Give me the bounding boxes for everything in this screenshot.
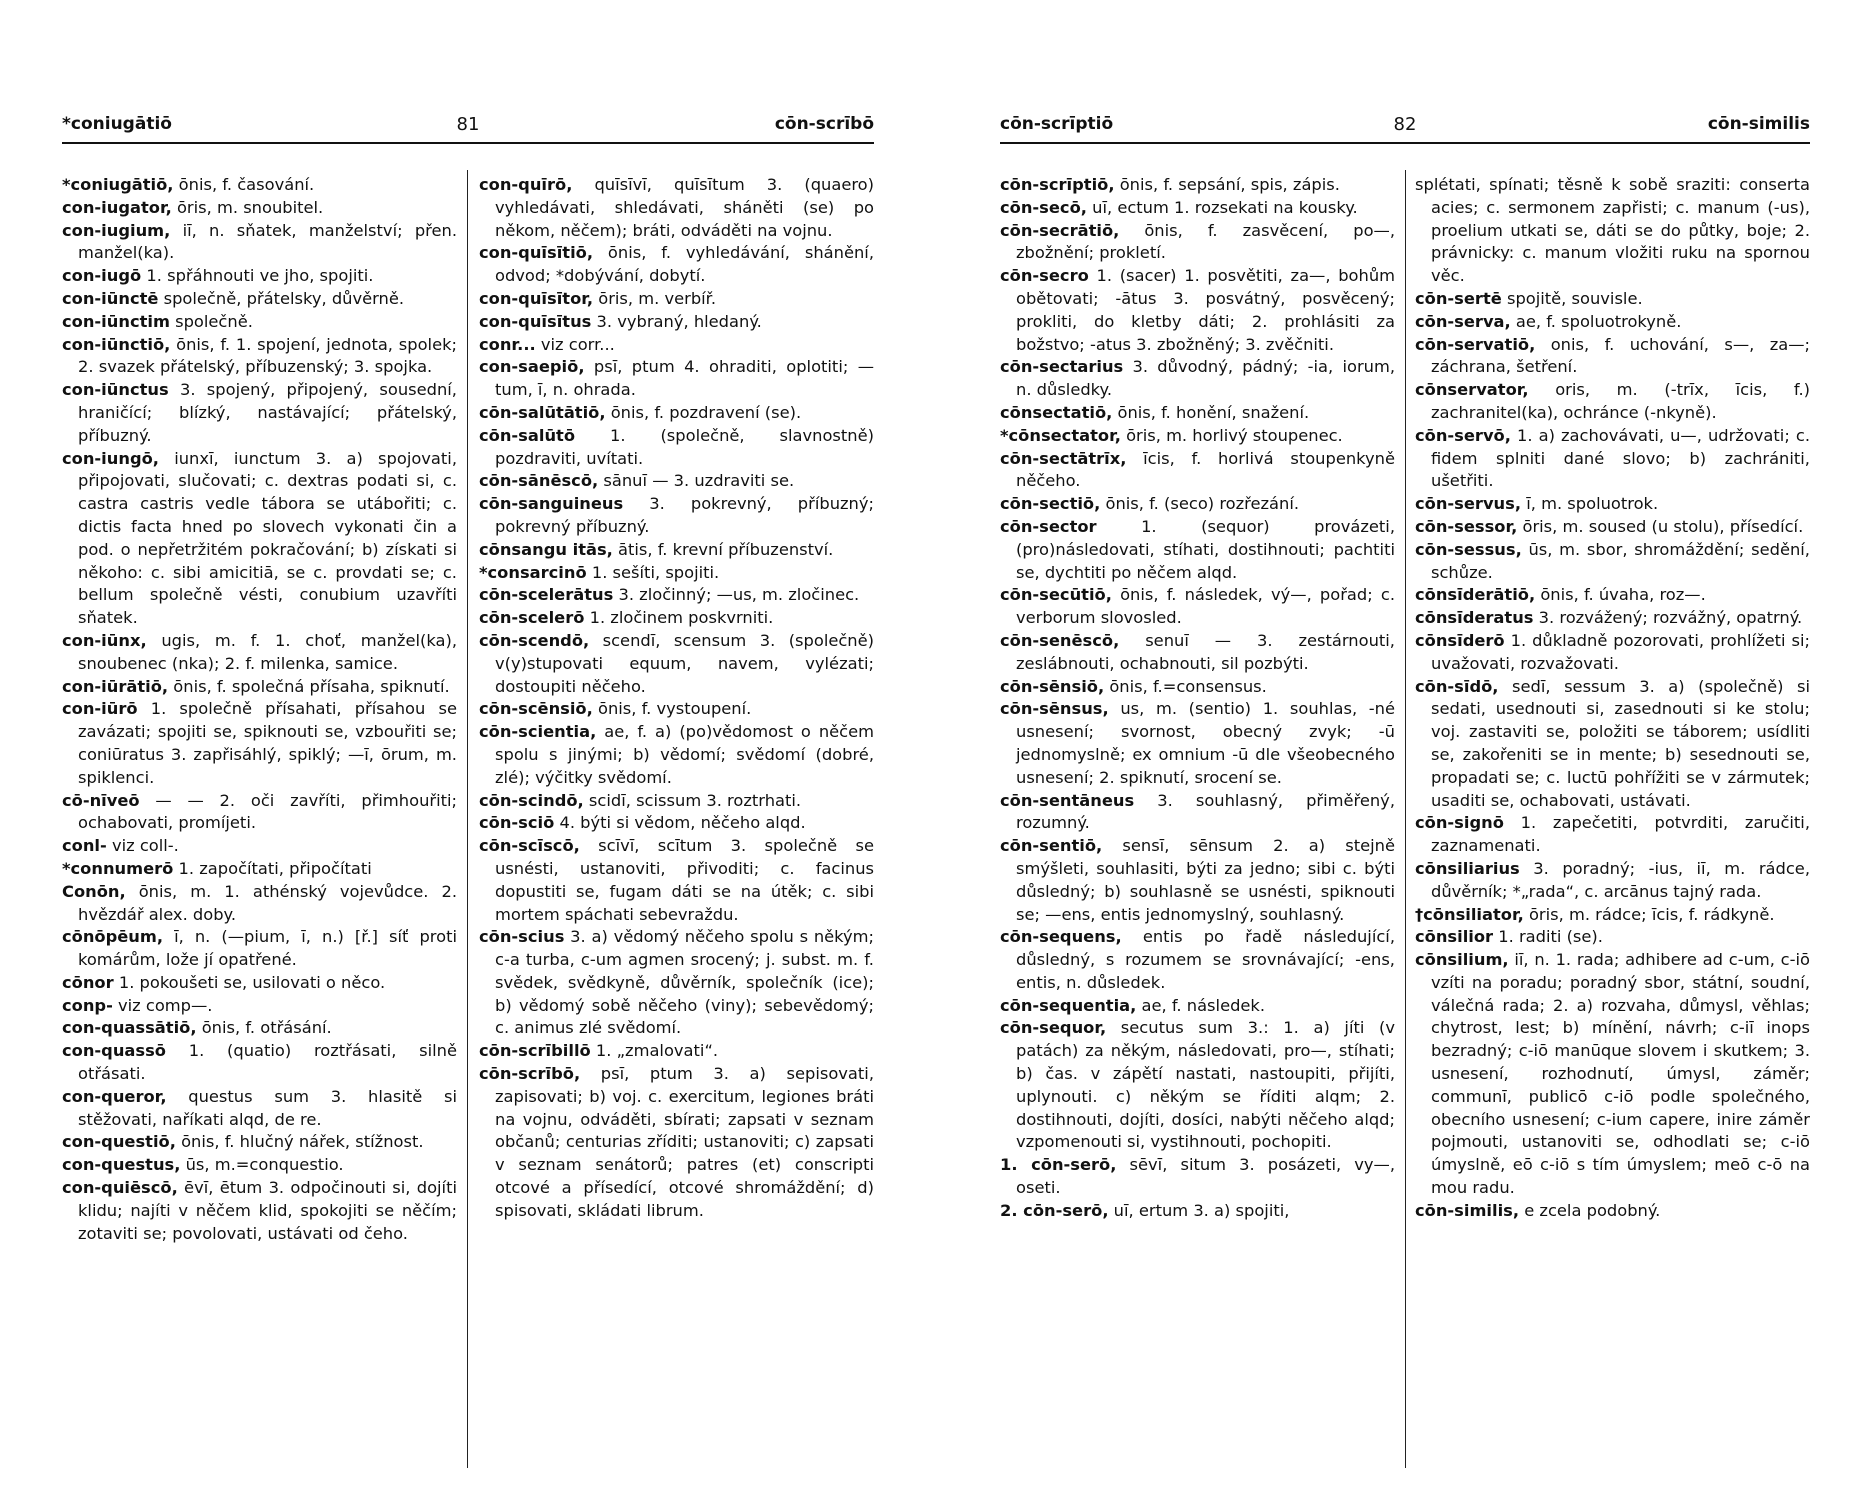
entry-headword: con-iūnctē — [62, 288, 159, 308]
dictionary-entry — [479, 174, 874, 242]
entry-headword: cōnsectatiō, — [1000, 402, 1113, 422]
dictionary-entry — [1000, 174, 1395, 197]
entry-definition: scendī, scensum 3. (společně) v(y)stupovati equum, navem, vylézati; dostoupiti něčeho. — [495, 630, 874, 696]
dictionary-entry — [62, 790, 457, 836]
dictionary-entry — [1000, 425, 1395, 448]
entry-headword: conp- — [62, 995, 113, 1015]
dictionary-entry — [479, 539, 874, 562]
entry-definition: īcis, f. horlivá stoupenkyně něčeho. — [1016, 448, 1395, 491]
dictionary-entry — [62, 972, 457, 995]
entry-headword: 1. cōn-serō, — [1000, 1155, 1117, 1175]
dictionary-entry — [1415, 926, 1810, 949]
entry-definition: us, m. (sentio) 1. souhlas, -né usnesení; svornost, obecný zvyk; -ū jednomyslně; ex omnium -ū dle všeobecného usnesení; 2. spiknutí, srocení se. — [1016, 699, 1395, 787]
entry-definition: ōnis, f. sepsání, spis, zápis. — [1114, 175, 1340, 194]
entry-definition: 4. býti si vědom, něčeho alqd. — [554, 813, 806, 833]
entry-definition: iī, n. sňatek, manželství; přen. manžel(ka). — [78, 220, 457, 263]
dictionary-entry — [62, 1040, 457, 1086]
dictionary-entry — [62, 311, 457, 334]
entry-definition: questus sum 3. hlasitě si stěžovati, naříkati alqd, de re. — [78, 1086, 457, 1129]
dictionary-entry — [479, 790, 874, 813]
entry-headword: con-iugō — [62, 266, 142, 286]
entry-definition: 1. důkladně pozorovati, prohlížeti si; uvažovati, rozvažovati. — [1431, 630, 1810, 673]
entry-headword: Conōn, — [62, 881, 126, 901]
dictionary-entry — [62, 174, 457, 197]
dictionary-entry — [1415, 607, 1810, 630]
entry-headword: cōn-scelerātus — [479, 585, 614, 605]
dictionary-entry — [1000, 995, 1395, 1018]
entry-definition: uī, ectum 1. rozsekati na kousky. — [1086, 197, 1358, 217]
dictionary-entry — [1415, 630, 1810, 676]
entry-headword: con-iungō, — [62, 448, 159, 468]
dictionary-entry — [62, 220, 457, 266]
dictionary-entry — [62, 379, 457, 447]
entry-definition: ōnis, f. otřásání. — [196, 1018, 332, 1038]
entry-definition: splétati, spínati; těsně k sobě sraziti: conserta acies; c. sermonem zapřisti; c. manum (-us), proelium utkati se, dáti se do půtky, boje; 2. právnicky: c. manum vložiti ruku na spornou věc. — [1415, 175, 1810, 286]
entry-headword: cōn-sector — [1000, 516, 1097, 536]
dictionary-entry — [1415, 539, 1810, 585]
head-right-word: cōn-similis — [1707, 114, 1810, 134]
page-number: 82 — [1393, 114, 1417, 135]
entry-definition: sānuī — 3. uzdraviti se. — [598, 471, 795, 491]
entry-definition: ōnis, m. 1. athénský vojevůdce. 2. hvězdář alex. doby. — [78, 881, 457, 924]
entry-headword: cōn-sanguineus — [479, 494, 624, 514]
entry-headword: cōn-sānēscō, — [479, 471, 599, 491]
dictionary-entry — [1415, 311, 1810, 334]
dictionary-entry — [62, 1017, 457, 1040]
entry-headword: cōn-scēnsiō, — [479, 699, 593, 719]
entry-headword: cōn-scrībō, — [479, 1064, 581, 1084]
dictionary-entry — [62, 698, 457, 789]
dictionary-entry — [1000, 790, 1395, 836]
dictionary-entry — [62, 630, 457, 676]
column-right — [479, 174, 874, 1488]
entry-definition: 1. společně přísahati, přísahou se zavázati; spojiti se, spiknouti se, vzbouřiti se; coniūratus 3. zapřisáhlý, spiklý; —ī, ōrum, m. spiklenci. — [78, 699, 457, 787]
dictionary-entry — [479, 835, 874, 926]
entry-headword: *cōnsectator, — [1000, 425, 1121, 445]
entry-definition: ēvī, ētum 3. odpočinouti si, dojíti klidu; najíti v něčem klid, spokojiti se něčím; zotaviti se; povolovati, ustávati od čeho. — [78, 1178, 457, 1243]
entry-headword: cōn-scius — [479, 927, 565, 947]
entry-definition: ugis, m. f. 1. choť, manžel(ka), snoubenec (nka); 2. f. milenka, samice. — [78, 630, 457, 673]
entry-headword: cōn-secro — [1000, 266, 1089, 286]
entry-definition: scidī, scissum 3. roztrhati. — [583, 790, 802, 810]
entry-headword: cōnsiliarius — [1415, 858, 1520, 878]
entry-definition: quīsīvī, quīsītum 3. (quaero) vyhledávati, shledávati, sháněti (se) po někom, něčem); bráti, odváděti na vojnu. — [495, 175, 874, 240]
dictionary-entry — [62, 448, 457, 630]
entry-definition: ōris, m. horlivý stoupenec. — [1120, 425, 1343, 445]
entry-definition: ūs, m.=conquestio. — [180, 1155, 344, 1175]
entry-headword: cōnsilior — [1415, 927, 1494, 947]
entry-definition: ae, f. spoluotrokyně. — [1510, 311, 1682, 331]
dictionary-entry — [1000, 356, 1395, 402]
entry-headword: con-saepiō, — [479, 357, 585, 377]
dictionary-entry — [1000, 220, 1395, 266]
entry-definition: psī, ptum 3. a) sepisovati, zapisovati; b) voj. c. exercitum, legiones bráti na vojnu, odváděti, sbírati; zapsati v seznam občanů; centurias zříditi; ustanoviti; c) zapsati v seznam senátorů; patres (et) conscripti otcové a přísedící, otcové shromáždění; d) spisovati, skládati librum. — [495, 1064, 874, 1220]
entry-definition: ōnis, f. 1. spojení, jednota, spolek; 2. svazek přátelský, příbuzenský; 3. spojka. — [78, 334, 457, 377]
dictionary-entry — [62, 858, 457, 881]
entry-headword: con-queror, — [62, 1086, 167, 1106]
entry-headword: cōn-sequens, — [1000, 927, 1122, 947]
dictionary-entry — [62, 926, 457, 972]
head-right-word: cōn-scrībō — [774, 114, 874, 134]
entry-headword: cōnsangu itās, — [479, 539, 613, 559]
entry-definition: iunxī, iunctum 3. a) spojovati, připojovati, slučovati; c. dextras podati si, c. castra castris vedle tábora se utábořiti; c. dictis facta hned po slovech vykonati čin a pod. o nepřetržitém pokračování; b) získati si někoho: c. sibi amicitiā, se c. provdati se; c. bellum společně vésti, conubium uzavříti sňatek. — [78, 448, 457, 628]
column-left — [1000, 174, 1395, 1488]
entry-headword: cōnsīderātiō, — [1415, 585, 1536, 605]
entry-definition: 1. zapečetiti, potvrditi, zaručiti, zaznamenati. — [1431, 813, 1810, 856]
entry-headword: cōn-scīscō, — [479, 836, 580, 856]
entry-definition: 1. pokoušeti se, usilovati o něco. — [113, 972, 386, 992]
entry-headword: cōn-similis, — [1415, 1200, 1520, 1220]
entry-definition: 1. započítati, připočítati — [173, 858, 372, 878]
dictionary-entry — [479, 470, 874, 493]
entry-headword: cōn-servō, — [1415, 425, 1511, 445]
dictionary-entry — [1415, 676, 1810, 813]
dictionary-entry — [62, 1154, 457, 1177]
entry-headword: cōn-sessor, — [1415, 516, 1518, 536]
entry-headword: cōn-sēnsus, — [1000, 699, 1109, 719]
entry-headword: cōn-scendō, — [479, 630, 590, 650]
page-number: 81 — [456, 114, 480, 135]
entry-headword: cōnsīderō — [1415, 630, 1505, 650]
entry-headword: cōn-sessus, — [1415, 539, 1522, 559]
dictionary-entry — [1415, 584, 1810, 607]
entry-headword: cōnor — [62, 972, 114, 992]
entry-headword: con-iūrō — [62, 699, 138, 719]
entry-definition: společně. — [169, 311, 253, 331]
entry-definition: 3. poradný; -ius, iī, m. rádce, důvěrník; *„rada“, c. arcānus tajný rada. — [1431, 858, 1810, 901]
dictionary-entry — [479, 926, 874, 1040]
entry-definition: ātis, f. krevní příbuzenství. — [612, 539, 834, 559]
entry-headword: cōnōpēum, — [62, 927, 164, 947]
entry-headword: con-quīsītor, — [479, 288, 594, 308]
entry-headword: con-iugator, — [62, 197, 172, 217]
entry-headword: cōn-serva, — [1415, 311, 1511, 331]
entry-definition: ī, n. (—pium, ī, n.) [ř.] síť proti komárům, lože jí opatřené. — [78, 927, 457, 970]
entry-headword: con-iūnx, — [62, 630, 147, 650]
entry-headword: con-quassātiō, — [62, 1018, 197, 1038]
entry-headword: cōnsīderatus — [1415, 608, 1534, 628]
entry-headword: cōn-sertē — [1415, 288, 1502, 308]
entry-definition: scīvī, scītum 3. společně se usnésti, ustanoviti, přivoditi; c. facinus dopustiti se, fugam dáti se na útěk; c. sibi mortem spáchati sebevraždu. — [495, 836, 874, 924]
dictionary-entry — [62, 835, 457, 858]
entry-headword: con-quassō — [62, 1041, 166, 1061]
entry-headword: cōn-secrātiō, — [1000, 220, 1120, 240]
entry-definition: secutus sum 3.: 1. a) jíti (v patách) za někým, následovati, pro—, stíhati; b) čas. v zápětí nastati, nastoupiti, přijíti, uplynouti. c) někým se říditi alqm; 2. dostihnouti, dojíti, dosíci, nabýti něčeho alqd; vzpomenouti si, vystihnouti, pochopiti. — [1016, 1018, 1395, 1152]
dictionary-entry — [1000, 516, 1395, 584]
entry-headword: cōn-sectiō, — [1000, 494, 1101, 514]
dictionary-entry — [1000, 698, 1395, 789]
entry-definition: 3. vybraný, hledaný. — [591, 311, 762, 331]
entry-definition: 1. spřáhnouti ve jho, spojiti. — [141, 266, 374, 286]
entry-headword: con-questiō, — [62, 1132, 176, 1152]
entry-definition: oris, m. (-trīx, īcis, f.) zachranitel(ka), ochránce (-nkyně). — [1431, 380, 1810, 422]
entry-headword: †cōnsiliator, — [1415, 904, 1524, 924]
dictionary-entry — [479, 812, 874, 835]
entry-definition: spojitě, souvisle. — [1501, 288, 1643, 308]
running-head — [62, 108, 874, 144]
entry-headword: cōn-sectarius — [1000, 357, 1124, 377]
entry-headword: cōn-scelerō — [479, 608, 585, 628]
dictionary-entry — [1415, 379, 1810, 425]
dictionary-entry — [479, 584, 874, 607]
entry-headword: cōn-sentāneus — [1000, 790, 1135, 810]
entry-headword: 2. cōn-serō, — [1000, 1200, 1109, 1220]
dictionary-page-81 — [62, 108, 874, 1488]
entry-definition: ōris, m. verbíř. — [593, 288, 717, 308]
dictionary-entry — [1000, 197, 1395, 220]
dictionary-entry — [1000, 676, 1395, 699]
dictionary-entry — [1415, 1200, 1810, 1223]
dictionary-entry — [1000, 493, 1395, 516]
entry-headword: cōn-sciō — [479, 813, 555, 833]
entry-headword: con-quīsītiō, — [479, 243, 594, 263]
entry-definition: iī, n. 1. rada; adhibere ad c-um, c-iō vzíti na poradu; poradný sbor, státní, soudní, válečná rada; 2. a) rozvaha, důmysl, věhlas; chytrost, lest; b) mínění, návrh; c-iī inops bezradný; c-iō manūque slovem i skutkem; 3. usnesení, rozhodnutí, úmysl, záměr; communī, publicō c-iō podle společného, obecního usnesení; c-ium capere, inire záměr pojmouti, ustanoviti se, odhodlati se; c-iō úmyslně, eō c-iō s tím úmyslem; meō c-ō na mou radu. — [1431, 950, 1810, 1198]
dictionary-entry — [479, 493, 874, 539]
dictionary-entry — [1415, 812, 1810, 858]
entry-headword: cōn-scientia, — [479, 722, 597, 742]
running-head — [1000, 108, 1810, 144]
dictionary-entry — [62, 1086, 457, 1132]
dictionary-entry — [1415, 334, 1810, 380]
entry-definition: ōnis, f.=consensus. — [1104, 676, 1267, 696]
dictionary-entry — [1415, 516, 1810, 539]
entry-headword: cōn-sīdō, — [1415, 676, 1499, 696]
dictionary-entry — [479, 630, 874, 698]
entry-headword: cōnsilium, — [1415, 950, 1509, 970]
entry-headword: conr... — [479, 334, 536, 354]
entry-definition: 3. spojený, připojený, sousední, hraničící; blízký, nastávající; přátelský, příbuzný. — [78, 380, 457, 445]
entry-headword: cō-nīveō — [62, 790, 140, 810]
entry-definition: 3. pokrevný, příbuzný; pokrevný příbuzný. — [495, 494, 874, 536]
dictionary-entry — [62, 288, 457, 311]
entry-definition: senuī — 3. zestárnouti, zeslábnouti, ochabnouti, sil pozbýti. — [1016, 630, 1395, 673]
entry-definition: uī, ertum 3. a) spojiti, — [1108, 1200, 1290, 1220]
entry-definition: ōnis, f. časování. — [173, 175, 315, 194]
entry-definition: ōnis, f. vystoupení. — [592, 699, 752, 719]
dictionary-entry — [1000, 448, 1395, 494]
dictionary-entry — [479, 334, 874, 357]
entry-headword: cōn-scrībillō — [479, 1041, 591, 1061]
entry-definition: ōnis, f. pozdravení (se). — [605, 402, 802, 422]
entry-definition: sensī, sēnsum 2. a) stejně smýšleti, souhlasiti, býti za jedno; sibi c. býti důsledný; b) souhlasně se usnésti, spiknouti se; —ens, entis jednomyslný, souhlasný. — [1016, 836, 1395, 924]
entry-definition: 3. rozvážený; rozvážný, opatrný. — [1533, 608, 1803, 628]
entry-definition: entis po řadě následující, důsledný, s rozumem se srovnávající; -ens, entis, n. důsledek. — [1016, 927, 1395, 992]
dictionary-entry — [1000, 584, 1395, 630]
head-left-word: *coniugātiō — [62, 114, 172, 134]
entry-headword: *connumerō — [62, 858, 174, 878]
entry-headword: cōn-scindō, — [479, 790, 584, 810]
entry-headword: conl- — [62, 836, 107, 856]
dictionary-entry — [1000, 265, 1395, 356]
entry-definition: ōnis, f. (seco) rozřezání. — [1100, 494, 1300, 514]
entry-definition: 1. raditi (se). — [1493, 927, 1603, 947]
entry-definition: ōnis, f. zasvěcení, po—, zbožnění; prokletí. — [1016, 220, 1395, 263]
entry-headword: cōn-servus, — [1415, 494, 1522, 514]
dictionary-entry — [479, 698, 874, 721]
entry-headword: cōn-servatiō, — [1415, 334, 1536, 354]
dictionary-entry — [1000, 402, 1395, 425]
dictionary-entry — [1415, 493, 1810, 516]
entry-definition: 1. (sequor) provázeti, (pro)následovati, stíhati, dostihnouti; pachtiti se, dychtiti po něčem alqd. — [1016, 516, 1395, 582]
dictionary-entry — [1000, 1200, 1395, 1223]
column-left — [62, 174, 457, 1488]
entry-headword: *coniugātiō, — [62, 175, 174, 194]
entry-definition: sedī, sessum 3. a) (společně) si sedati, usednouti si, zasednouti si ke stolu; voj. zastaviti se, položiti se táborem; usídliti se, zakořeniti se in mente; b) sesednouti se, propadati se; c. luctū pohřížiti se v zármutek; usaditi se, ochabovati, ustávati. — [1431, 676, 1810, 810]
column-right — [1415, 174, 1810, 1488]
entry-definition: ōnis, f. honění, snažení. — [1112, 402, 1310, 422]
entry-headword: con-quiēscō, — [62, 1178, 178, 1198]
entry-definition: 3. a) vědomý něčeho spolu s někým; c-a turba, c-um agmen srocený; j. subst. m. f. svědek, svědkyně, důvěrník, společník (ice); b) vědomý sobě něčeho (viny); sebevědomý; c. animus zlé svědomí. — [495, 927, 874, 1038]
entry-definition: — — 2. oči zavříti, přimhouřiti; ochabovati, promíjeti. — [78, 790, 457, 833]
dictionary-entry — [1415, 949, 1810, 1200]
entry-definition: ōnis, f. následek, vý—, pořad; c. verborum slovosled. — [1016, 585, 1395, 628]
entry-definition: 1. (společně, slavnostně) pozdraviti, uvítati. — [495, 425, 874, 468]
dictionary-entry — [1415, 904, 1810, 927]
dictionary-entry — [1415, 288, 1810, 311]
entry-definition: společně, přátelsky, důvěrně. — [158, 288, 405, 308]
entry-headword: cōn-senēscō, — [1000, 630, 1120, 650]
entry-definition: ōnis, f. úvaha, roz—. — [1535, 585, 1706, 605]
entry-definition: 1. sešíti, spojiti. — [586, 562, 720, 582]
entry-definition: sēvī, situm 3. posázeti, vy—, oseti. — [1016, 1155, 1395, 1198]
dictionary-entry — [62, 881, 457, 927]
entry-definition: 1. (quatio) roztřásati, silně otřásati. — [78, 1041, 457, 1084]
entry-headword: con-iūnctus — [62, 380, 169, 400]
entry-headword: cōn-salūtātiō, — [479, 402, 606, 422]
entry-headword: cōn-sequor, — [1000, 1018, 1107, 1038]
entry-definition: ōris, m. soused (u stolu), přísedící. — [1517, 516, 1804, 536]
entry-definition: 3. souhlasný, přiměřený, rozumný. — [1016, 790, 1395, 833]
dictionary-entry — [1415, 174, 1810, 288]
entry-definition: ūs, m. sbor, shromáždění; sedění, schůze. — [1431, 539, 1810, 582]
entry-definition: 1. a) zachovávati, u—, udržovati; c. fidem splniti dané slovo; b) zachrániti, ušetřiti. — [1431, 425, 1810, 491]
dictionary-entry — [1000, 1154, 1395, 1200]
entry-headword: con-questus, — [62, 1155, 181, 1175]
dictionary-entry — [1415, 425, 1810, 493]
entry-headword: con-iūnctim — [62, 311, 170, 331]
entry-headword: cōn-secō, — [1000, 197, 1087, 217]
entry-definition: 3. důvodný, pádný; -ia, iorum, n. důsledky. — [1016, 357, 1395, 400]
entry-headword: con-iūrātiō, — [62, 676, 169, 696]
entry-headword: cōn-secūtiō, — [1000, 585, 1112, 605]
entry-definition: 1. zločinem poskvrniti. — [584, 608, 774, 628]
entry-definition: ōnis, f. vyhledávání, shánění, odvod; *dobývání, dobytí. — [495, 243, 874, 286]
dictionary-entry — [1000, 926, 1395, 994]
dictionary-entry — [479, 607, 874, 630]
dictionary-entry — [479, 1040, 874, 1063]
dictionary-entry — [479, 1063, 874, 1223]
entry-headword: *consarcinō — [479, 562, 587, 582]
dictionary-entry — [62, 1131, 457, 1154]
dictionary-entry — [1415, 858, 1810, 904]
dictionary-entry — [479, 562, 874, 585]
entry-definition: ōris, m. rádce; īcis, f. rádkyně. — [1523, 904, 1775, 924]
dictionary-entry — [479, 721, 874, 789]
entry-headword: cōn-sectātrīx, — [1000, 448, 1127, 468]
entry-definition: viz corr... — [535, 334, 615, 354]
dictionary-entry — [479, 242, 874, 288]
dictionary-entry — [62, 1177, 457, 1245]
entry-headword: con-quīsītus — [479, 311, 592, 331]
dictionary-entry — [62, 676, 457, 699]
entry-definition: 1. (sacer) 1. posvětiti, za—, bohům obětovati; -ātus 3. posvátný, posvěcený; prokliti, do kletby dáti; 2. prohlásiti za božstvo; -atus 3. zbožněný; 3. zvěčniti. — [1016, 266, 1395, 354]
dictionary-entry — [62, 265, 457, 288]
dictionary-entry — [1000, 835, 1395, 926]
entry-definition: psī, ptum 4. ohraditi, oplotiti; —tum, ī, n. ohrada. — [495, 357, 874, 400]
entry-headword: cōn-sentiō, — [1000, 836, 1103, 856]
entry-definition: viz comp—. — [112, 995, 213, 1015]
entry-definition: ōris, m. snoubitel. — [171, 197, 324, 217]
entry-headword: cōn-scrīptiō, — [1000, 175, 1115, 194]
entry-definition: ī, m. spoluotrok. — [1521, 494, 1659, 514]
dictionary-entry — [1000, 1017, 1395, 1154]
dictionary-entry — [62, 995, 457, 1018]
entry-headword: con-quīrō, — [479, 175, 573, 194]
dictionary-entry — [479, 425, 874, 471]
dictionary-entry — [62, 334, 457, 380]
entry-headword: cōn-sequentia, — [1000, 995, 1137, 1015]
dictionary-entry — [62, 197, 457, 220]
entry-headword: cōnservator, — [1415, 380, 1529, 400]
dictionary-entry — [1000, 630, 1395, 676]
entry-headword: cōn-signō — [1415, 813, 1504, 833]
dictionary-entry — [479, 288, 874, 311]
entry-definition: ae, f. následek. — [1136, 995, 1266, 1015]
entry-headword: con-iūnctiō, — [62, 334, 171, 354]
entry-definition: viz coll-. — [106, 836, 179, 856]
dictionary-entry — [479, 402, 874, 425]
entry-headword: con-iugium, — [62, 220, 171, 240]
entry-definition: onis, f. uchování, s—, za—; záchrana, šetření. — [1431, 334, 1810, 377]
entry-headword: cōn-sēnsiō, — [1000, 676, 1105, 696]
entry-definition: e zcela podobný. — [1519, 1200, 1661, 1220]
dictionary-entry — [479, 311, 874, 334]
head-left-word: cōn-scrīptiō — [1000, 114, 1114, 134]
entry-definition: 3. zločinný; —us, m. zločinec. — [613, 585, 860, 605]
dictionary-entry — [479, 356, 874, 402]
entry-headword: cōn-salūtō — [479, 425, 576, 445]
entry-definition: ōnis, f. hlučný nářek, stížnost. — [175, 1132, 424, 1152]
entry-definition: ōnis, f. společná přísaha, spiknutí. — [168, 676, 450, 696]
entry-definition: ae, f. a) (po)vědomost o něčem spolu s jinými; b) vědomí; svědomí (dobré, zlé); výčitky svědomí. — [495, 722, 874, 787]
entry-definition: 1. „zmalovati“. — [590, 1041, 719, 1061]
dictionary-page-82 — [1000, 108, 1810, 1488]
